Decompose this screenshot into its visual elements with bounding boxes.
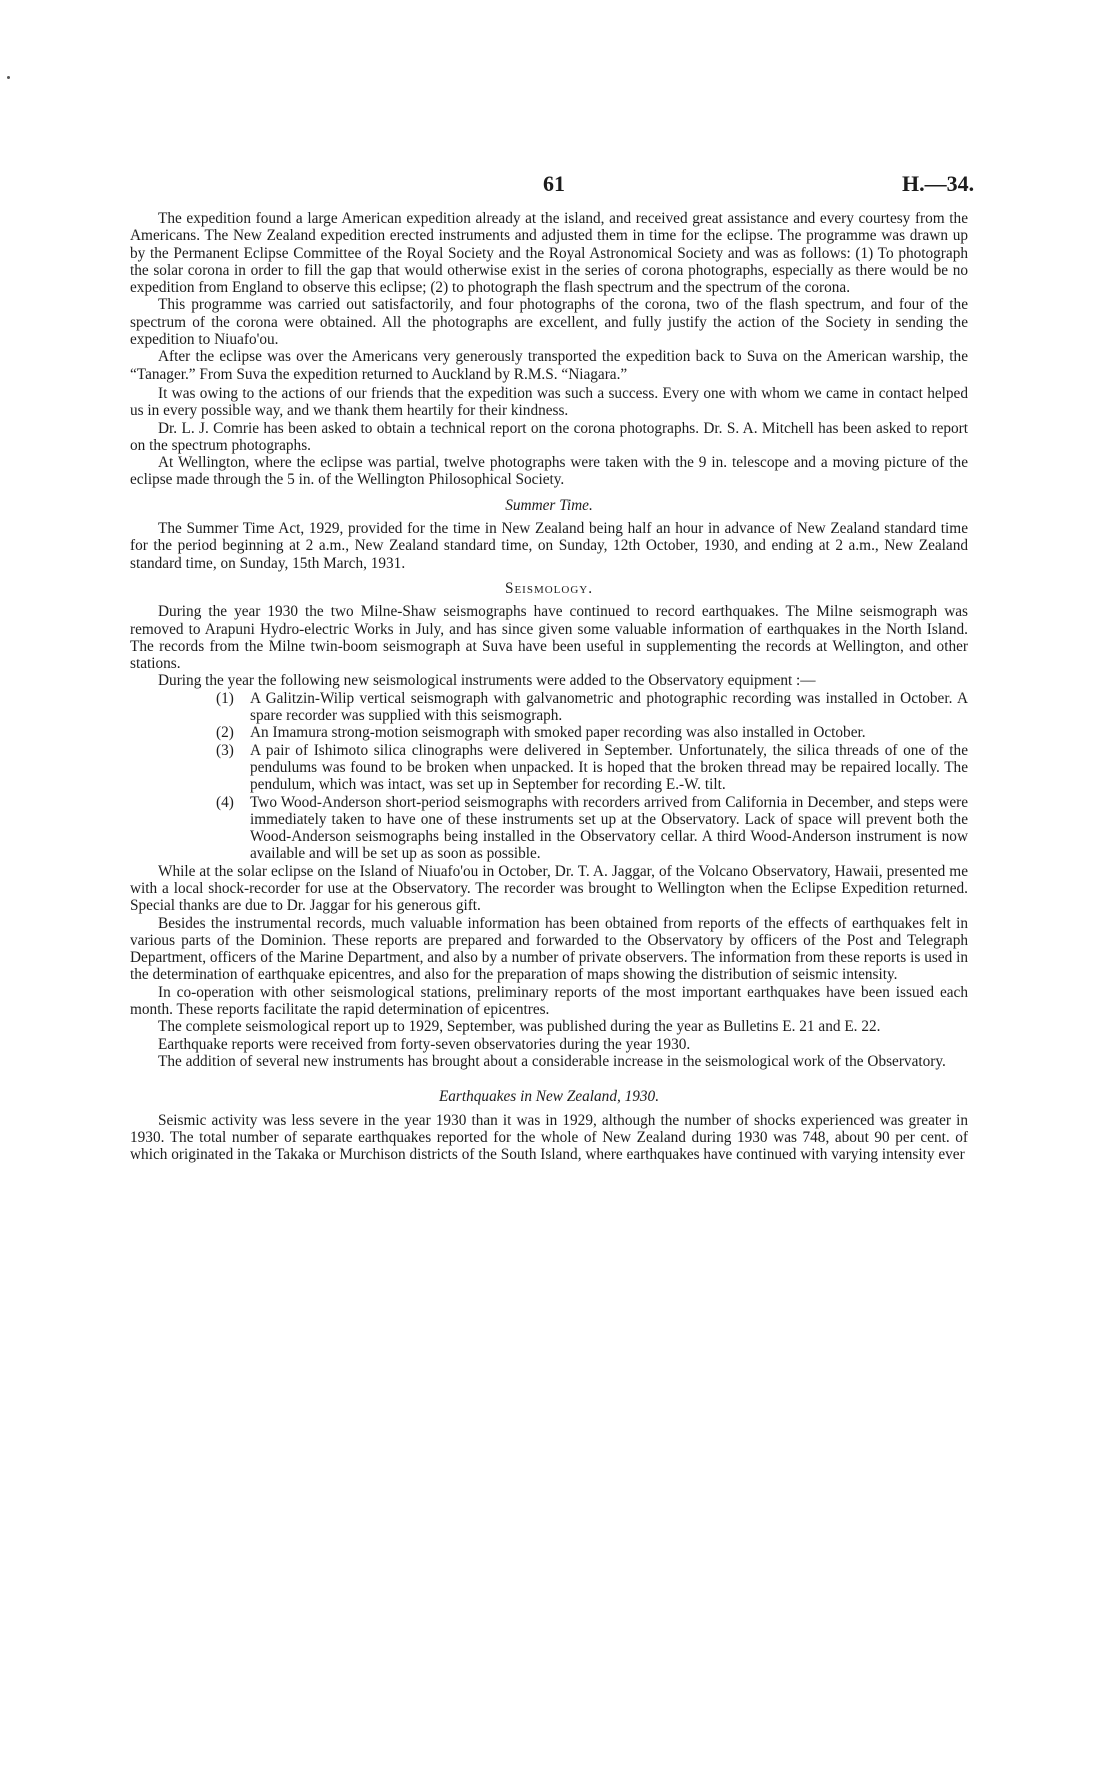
paragraph: It was owing to the actions of our friends that the expedition was such a success. Every one with whom we came in contact helped us in every possible way, and we thank them heartily for their kindness. — [130, 384, 968, 420]
paragraph: During the year the following new seismological instruments were added to the Observatory equipment :— — [158, 672, 816, 690]
paragraph: The Summer Time Act, 1929, provided for the time in New Zealand being half an hour in advance of New Zealand standard time for the period beginning at 2 a.m., New Zealand standard time, on Sunday, 12th October, 1930, and ending at 2 a.m., New Zealand standard time, on Sunday, 15th March, 1931. — [130, 520, 968, 572]
list-item-text: A pair of Ishimoto silica clinographs were delivered in September. Unfortunately, the silica threads of one of the pendulums was found to be broken when unpacked. It is hoped that the broken thread may be repaired locally. The pendulum, which was intact, was set up in September for recording E.-W. tilt. — [250, 741, 968, 794]
report-reference: H.—34. — [902, 171, 975, 196]
list-item-number: (2) — [216, 724, 234, 742]
list-item — [130, 742, 968, 794]
section-heading-seismology: Seismology. — [504, 579, 594, 597]
paragraph: The addition of several new instruments has brought about a considerable increase in the seismological work of the Observatory. — [158, 1052, 946, 1070]
paragraph: In co-operation with other seismological stations, preliminary reports of the most important earthquakes have been issued each month. These reports facilitate the rapid determination of epicentres. — [130, 983, 968, 1019]
list-item — [130, 794, 968, 863]
section-heading-summer-time: Summer Time. — [505, 496, 593, 514]
list-item — [130, 724, 968, 741]
paragraph: While at the solar eclipse on the Island of Niuafo'ou in October, Dr. T. A. Jaggar, of the Volcano Observatory, Hawaii, presented me with a local shock-recorder for use at the Observatory. The recorder was brought to Wellington when the Eclipse Expedition returned. Special thanks are due to Dr. Jaggar for his generous gift. — [130, 862, 968, 915]
list-item-text: Two Wood-Anderson short-period seismographs with recorders arrived from California in December, and steps were immediately taken to have one of these instruments set up at the Observatory. Lack of space will prevent both the Wood-Anderson seismographs being installed in the Observatory cellar. A third Wood-Anderson instrument is now available and will be set up as soon as possible. — [250, 793, 968, 863]
paragraph: This programme was carried out satisfactorily, and four photographs of the corona, two of the flash spectrum, and four of the spectrum of the corona were obtained. All the photographs are excellent, and fully justify the action of the Society in sending the expedition to Niuafo'ou. — [130, 296, 968, 349]
paragraph: Earthquake reports were received from forty-seven observatories during the year 1930. — [158, 1035, 691, 1053]
paragraph: The expedition found a large American expedition already at the island, and received great assistance and every courtesy from the Americans. The New Zealand expedition erected instruments and adjusted them in time for the eclipse. The programme was drawn up by the Permanent Eclipse Committee of the Royal Society and the Royal Astronomical Society and was as follows: (1) To photograph the solar corona in order to fill the gap that would otherwise exist in the series of corona photographs, especially as there would be no expedition from England to observe this eclipse; (2) to photograph the flash spectrum and the spectrum of the corona. — [130, 210, 968, 297]
list-item-text: An Imamura strong-motion seismograph with smoked paper recording was also installed in October. — [250, 724, 866, 742]
list-item-number: (1) — [216, 689, 234, 707]
paragraph: During the year 1930 the two Milne-Shaw seismographs have continued to record earthquakes. The Milne seismograph was removed to Arapuni Hydro-electric Works in July, and has since given some valuable information of earthquakes in the North Island. The records from the Milne twin-boom seismograph at Suva have been useful in supplementing the records at Wellington, and other stations. — [130, 603, 968, 673]
page-number: 61 — [543, 171, 565, 196]
list-item-text: A Galitzin-Wilip vertical seismograph with galvanometric and photographic recording was installed in October. A spare recorder was supplied with this seismograph. — [250, 689, 968, 725]
paragraph: Seismic activity was less severe in the year 1930 than it was in 1929, although the number of shocks experienced was greater in 1930. The total number of separate earthquakes reported for the whole of New Zealand during 1930 was 748, about 90 per cent. of which originated in the Takaka or Murchison districts of the South Island, where earthquakes have continued with varying intensity ever — [130, 1111, 968, 1164]
paragraph: Besides the instrumental records, much valuable information has been obtained from reports of the effects of earthquakes felt in various parts of the Dominion. These reports are prepared and forwarded to the Observatory by officers of the Post and Telegraph Department, officers of the Marine Department, and also by a number of private observers. The information from these reports is used in the determination of earthquake epicentres, and also for the preparation of maps showing the distribution of seismic intensity. — [130, 914, 968, 984]
list-item-number: (3) — [216, 741, 234, 759]
paragraph: The complete seismological report up to 1929, September, was published during the year as Bulletins E. 21 and E. 22. — [158, 1018, 881, 1036]
paragraph: At Wellington, where the eclipse was partial, twelve photographs were taken with the 9 in. telescope and a moving picture of the eclipse made through the 5 in. of the Wellington Philosophical Society. — [130, 454, 968, 489]
list-item-number: (4) — [216, 793, 234, 811]
paragraph: After the eclipse was over the Americans very generously transported the expedition back to Suva on the American warship, the “Tanager.” From Suva the expedition returned to Auckland by R.M.S. “Niagara.” — [130, 348, 968, 383]
scan-speck — [7, 76, 10, 79]
section-heading-earthquakes-nz: Earthquakes in New Zealand, 1930. — [438, 1088, 660, 1106]
paragraph: Dr. L. J. Comrie has been asked to obtain a technical report on the corona photographs. Dr. S. A. Mitchell has been asked to report on the spectrum photographs. — [130, 419, 968, 454]
list-item — [130, 690, 968, 725]
instrument-list — [130, 690, 968, 863]
body-text — [130, 210, 968, 1163]
